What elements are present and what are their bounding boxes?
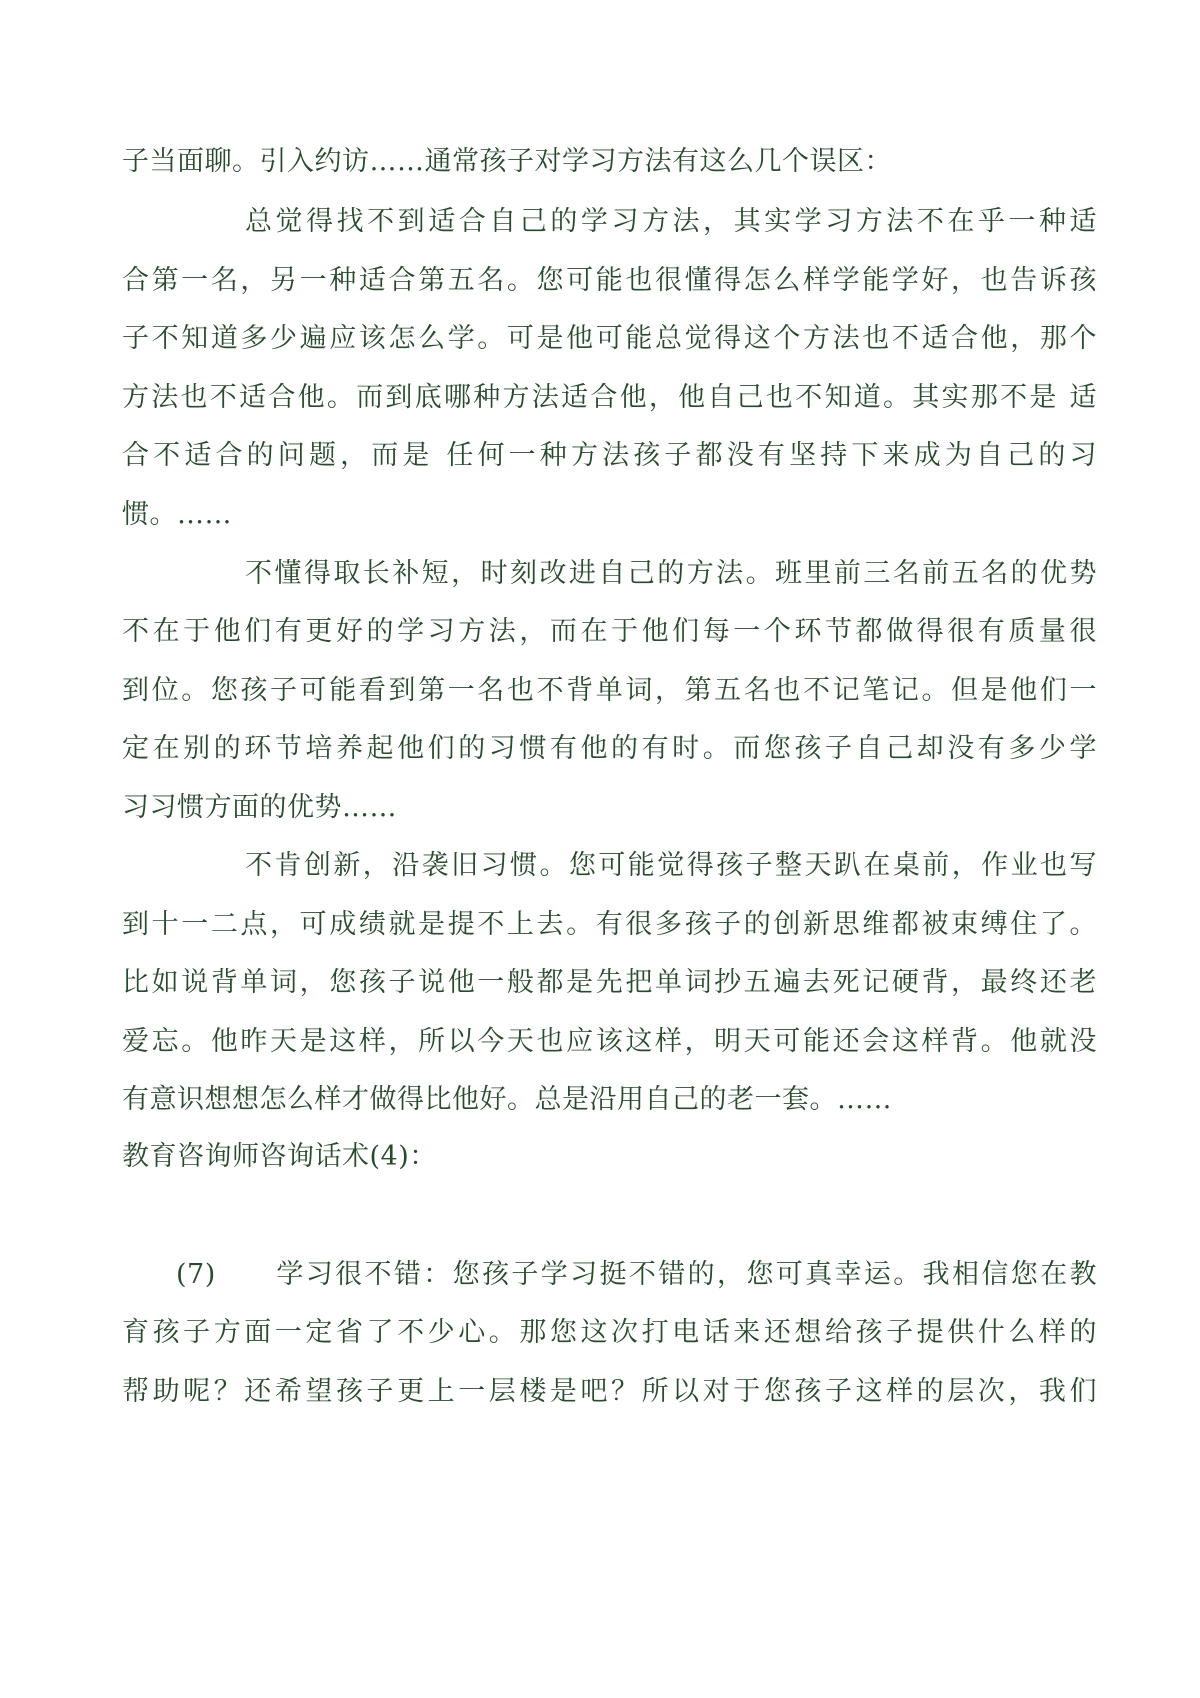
text-line: 爱忘。他昨天是这样，所以今天也应该这样，明天可能还会这样背。他就没 — [122, 1026, 1097, 1057]
text-line: 子当面聊。引入约访……通常孩子对学习方法有这么几个误区： — [122, 146, 892, 177]
text-line: 合不适合的问题，而是 任何一种方法孩子都没有坚持下来成为自己的习 — [122, 440, 1097, 471]
text-line: 子不知道多少遍应该怎么学。可是他可能总觉得这个方法也不适合他，那个 — [122, 323, 1097, 354]
text-line: (7) 学习很不错：您孩子学习挺不错的，您可真幸运。我相信您在教 — [176, 1259, 1097, 1290]
text-line: 不在于他们有更好的学习方法，而在于他们每一个环节都做得很有质量很 — [122, 616, 1097, 647]
text-line: 惯。…… — [122, 499, 232, 530]
section-heading: 教育咨询师咨询话术(4)： — [122, 1141, 437, 1172]
text-line: 帮助呢？还希望孩子更上一层楼是吧？所以对于您孩子这样的层次，我们 — [122, 1376, 1097, 1407]
text-line: 到位。您孩子可能看到第一名也不背单词，第五名也不记笔记。但是他们一 — [122, 675, 1097, 706]
text-line: 育孩子方面一定省了不少心。那您这次打电话来还想给孩子提供什么样的 — [122, 1317, 1097, 1348]
text-line: 有意识想想怎么样才做得比他好。总是沿用自己的老一套。…… — [122, 1084, 892, 1115]
text-line: 定在别的环节培养起他们的习惯有他的有时。而您孩子自己却没有多少学 — [122, 733, 1097, 764]
text-line: 方法也不适合他。而到底哪种方法适合他，他自己也不知道。其实那不是 适 — [122, 382, 1097, 413]
text-line: 不肯创新，沿袭旧习惯。您可能觉得孩子整天趴在桌前，作业也写 — [245, 850, 1097, 881]
text-line: 合第一名，另一种适合第五名。您可能也很懂得怎么样学能学好，也告诉孩 — [122, 265, 1097, 296]
text-line: 到十一二点，可成绩就是提不上去。有很多孩子的创新思维都被束缚住了。 — [122, 909, 1097, 940]
text-line: 总觉得找不到适合自己的学习方法，其实学习方法不在乎一种适 — [245, 206, 1097, 237]
text-line: 习习惯方面的优势…… — [122, 792, 397, 823]
text-line: 比如说背单词，您孩子说他一般都是先把单词抄五遍去死记硬背，最终还老 — [122, 967, 1097, 998]
text-line: 不懂得取长补短，时刻改进自己的方法。班里前三名前五名的优势 — [245, 558, 1097, 589]
